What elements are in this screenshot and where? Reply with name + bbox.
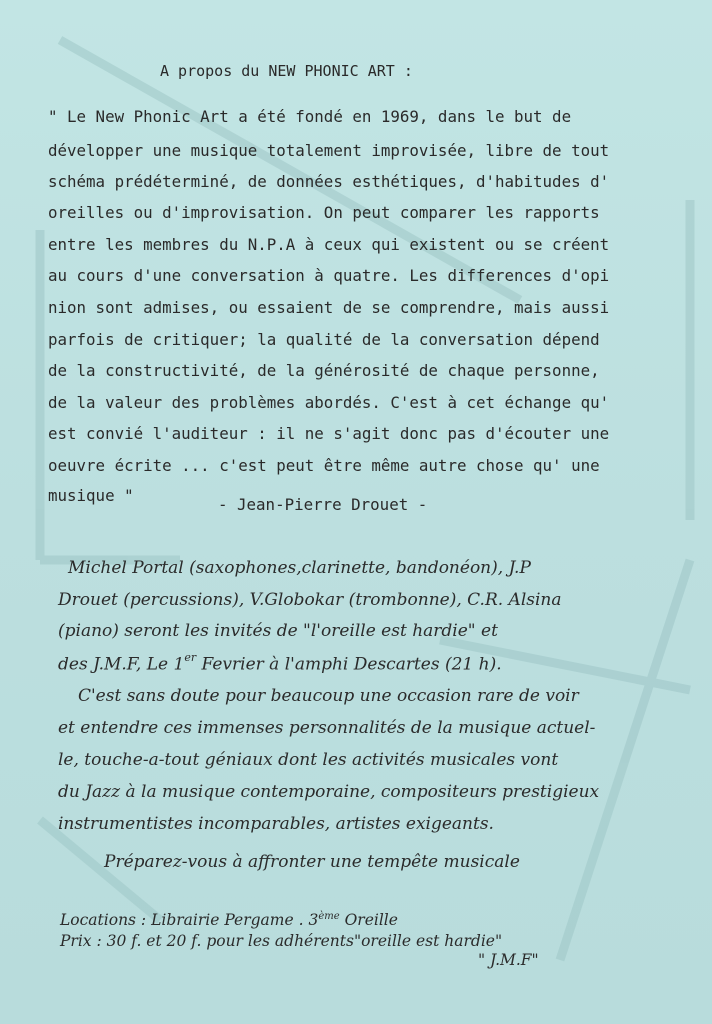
announcement-line: et entendre ces immenses personnalités de la musique actuel- <box>58 718 596 738</box>
quote-line: est convié l'auditeur : il ne s'agit donc pas d'écouter une <box>48 424 610 443</box>
quote-line: nion sont admises, ou essaient de se comprendre, mais aussi <box>48 298 610 317</box>
announcement-line: Drouet (percussions), V.Globokar (trombonne), C.R. Alsina <box>58 590 562 610</box>
ordinal-superscript: er <box>184 651 197 664</box>
footer-text: Oreille <box>339 911 398 930</box>
announcement-text: des J.M.F, Le 1 <box>58 654 185 675</box>
announcement-text: Fevrier à l'amphi Descartes (21 h). <box>196 654 502 675</box>
quote-line: de la constructivité, de la générosité de chaque personne, <box>48 361 600 380</box>
announcement-line: C'est sans doute pour beaucoup une occasion rare de voir <box>78 686 579 706</box>
announcement-tagline: Préparez-vous à affronter une tempête musicale <box>104 852 520 872</box>
quote-line: schéma prédéterminé, de données esthétiques, d'habitudes d' <box>48 172 610 191</box>
quote-line: " Le New Phonic Art a été fondé en 1969, dans le but de <box>48 107 572 126</box>
quote-author: - Jean-Pierre Drouet - <box>218 495 428 514</box>
quote-line: oeuvre écrite ... c'est peut être même autre chose qu' une <box>48 456 600 475</box>
quote-line: oreilles ou d'improvisation. On peut comparer les rapports <box>48 203 600 222</box>
announcement-line: le, touche-a-tout géniaux dont les activités musicales vont <box>58 750 559 770</box>
announcement-line: du Jazz à la musique contemporaine, compositeurs prestigieux <box>58 782 600 802</box>
announcement-line: (piano) seront les invités de "l'oreille est hardie" et <box>58 621 498 641</box>
announcement-line: Michel Portal (saxophones,clarinette, bandonéon), J.P <box>68 558 531 578</box>
ordinal-superscript: ème <box>318 911 340 922</box>
announcement-line <box>58 653 502 675</box>
footer-locations <box>60 911 398 929</box>
page-title: A propos du NEW PHONIC ART : <box>160 62 413 80</box>
quote-line: de la valeur des problèmes abordés. C'est à cet échange qu' <box>48 393 610 412</box>
quote-line: parfois de critiquer; la qualité de la conversation dépend <box>48 330 600 349</box>
footer-jmf: " J.M.F" <box>478 951 539 969</box>
quote-line: au cours d'une conversation à quatre. Les differences d'opi <box>48 266 610 285</box>
footer-prices: Prix : 30 f. et 20 f. pour les adhérents"oreille est hardie" <box>60 932 503 950</box>
quote-line: entre les membres du N.P.A à ceux qui existent ou se créent <box>48 235 610 254</box>
quote-line: développer une musique totalement improvisée, libre de tout <box>48 141 610 160</box>
announcement-line: instrumentistes incomparables, artistes exigeants. <box>58 814 494 834</box>
quote-line: musique " <box>48 486 134 505</box>
footer-text: Locations : Librairie Pergame . 3 <box>60 911 319 930</box>
